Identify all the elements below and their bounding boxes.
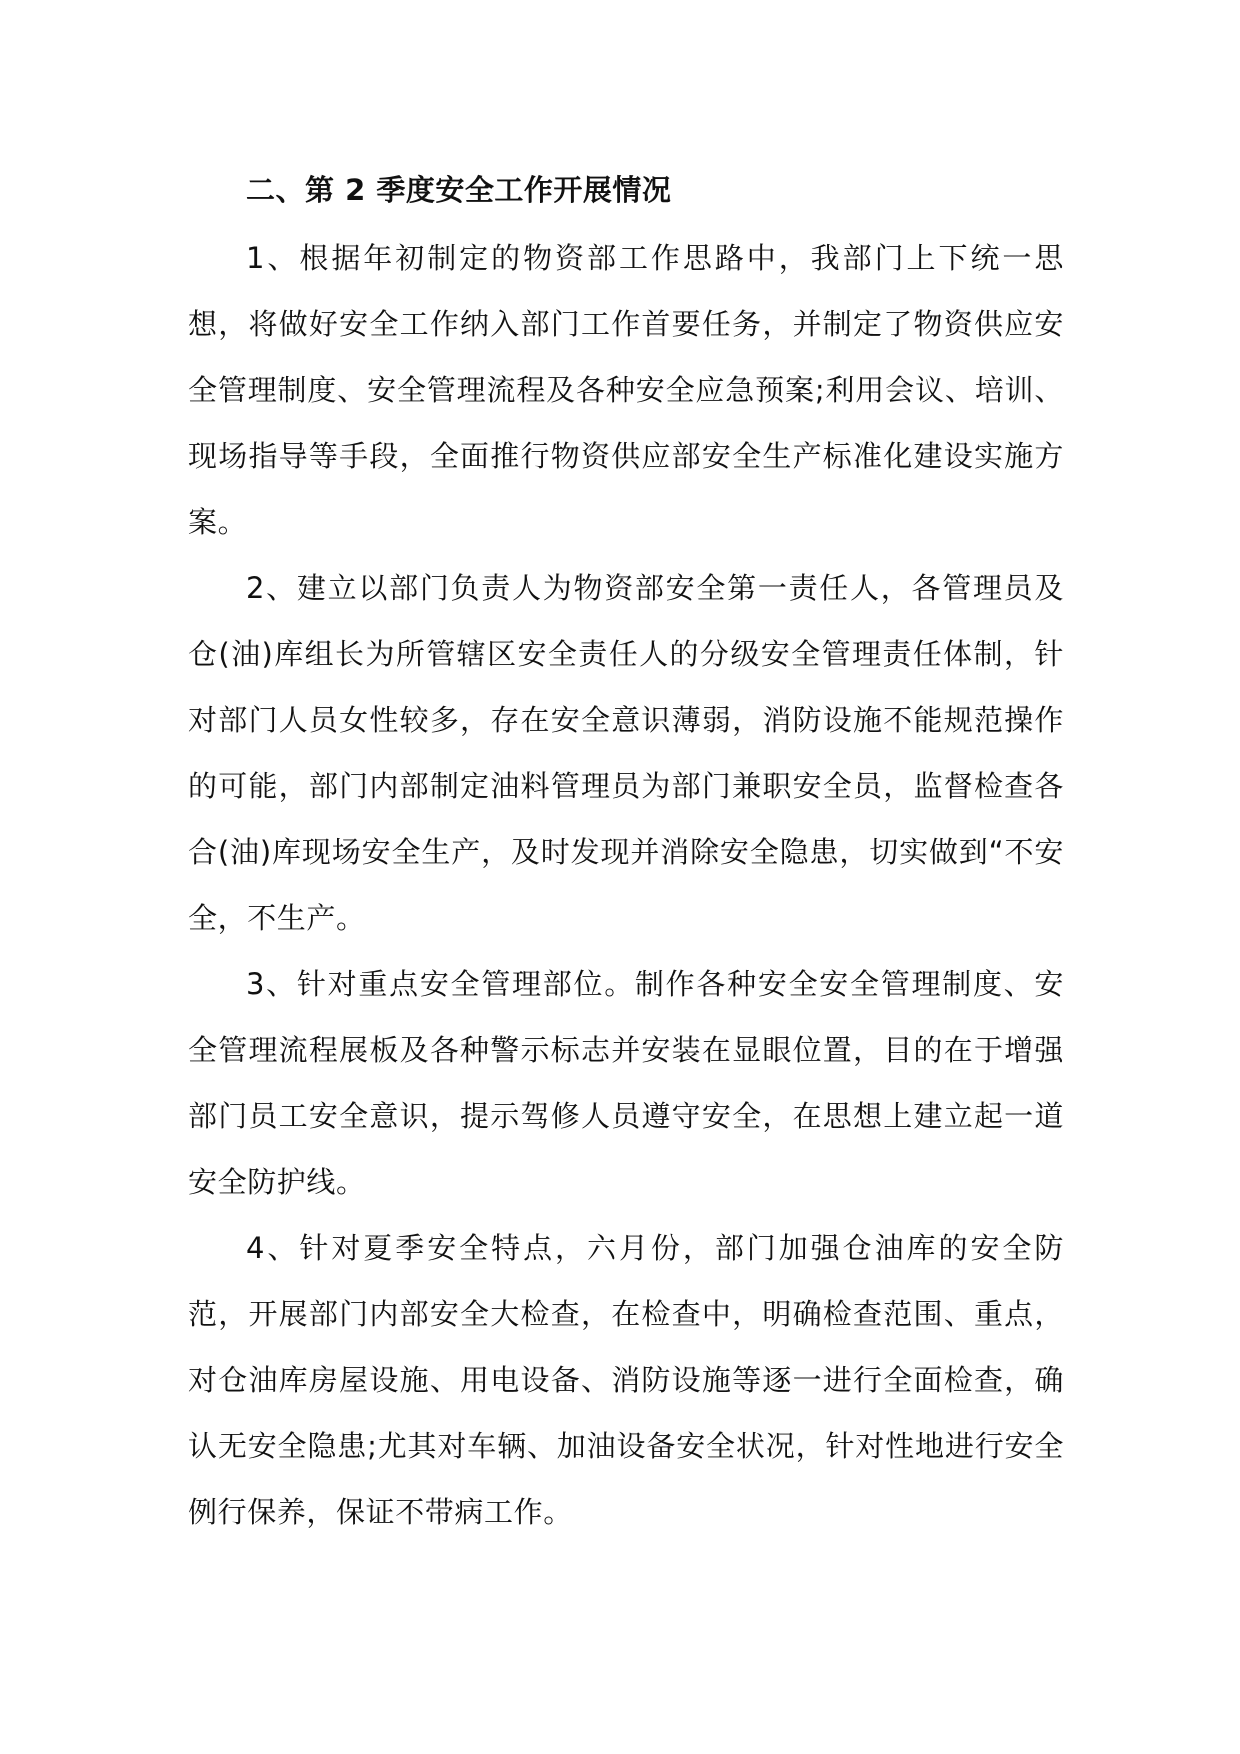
paragraph-1: 1、根据年初制定的物资部工作思路中，我部门上下统一思想，将做好安全工作纳入部门工作首要任务，并制定了物资供应安全管理制度、安全管理流程及各种安全应急预案;利用会议、培训、现场指导等手段，全面推行物资供应部安全生产标准化建设实施方案。 (188, 240, 1064, 539)
paragraph-3: 3、针对重点安全管理部位。制作各种安全安全管理制度、安全管理流程展板及各种警示标志并安装在显眼位置，目的在于增强部门员工安全意识，提示驾修人员遵守安全，在思想上建立起一道安全防护线。 (188, 966, 1064, 1199)
section-heading: 二、第 2 季度安全工作开展情况 (246, 173, 672, 207)
paragraph-2: 2、建立以部门负责人为物资部安全第一责任人，各管理员及仓(油)库组长为所管辖区安全责任人的分级安全管理责任体制，针对部门人员女性较多，存在安全意识薄弱，消防设施不能规范操作的可能，部门内部制定油料管理员为部门兼职安全员，监督检查各合(油)库现场安全生产，及时发现并消除安全隐患，切实做到“不安全，不生产。 (188, 570, 1064, 935)
document-body (188, 170, 1064, 1545)
paragraph-4: 4、针对夏季安全特点，六月份，部门加强仓油库的安全防范，开展部门内部安全大检查，在检查中，明确检查范围、重点，对仓油库房屋设施、用电设备、消防设施等逐一进行全面检查，确认无安全隐患;尤其对车辆、加油设备安全状况，针对性地进行安全例行保养，保证不带病工作。 (188, 1230, 1064, 1529)
